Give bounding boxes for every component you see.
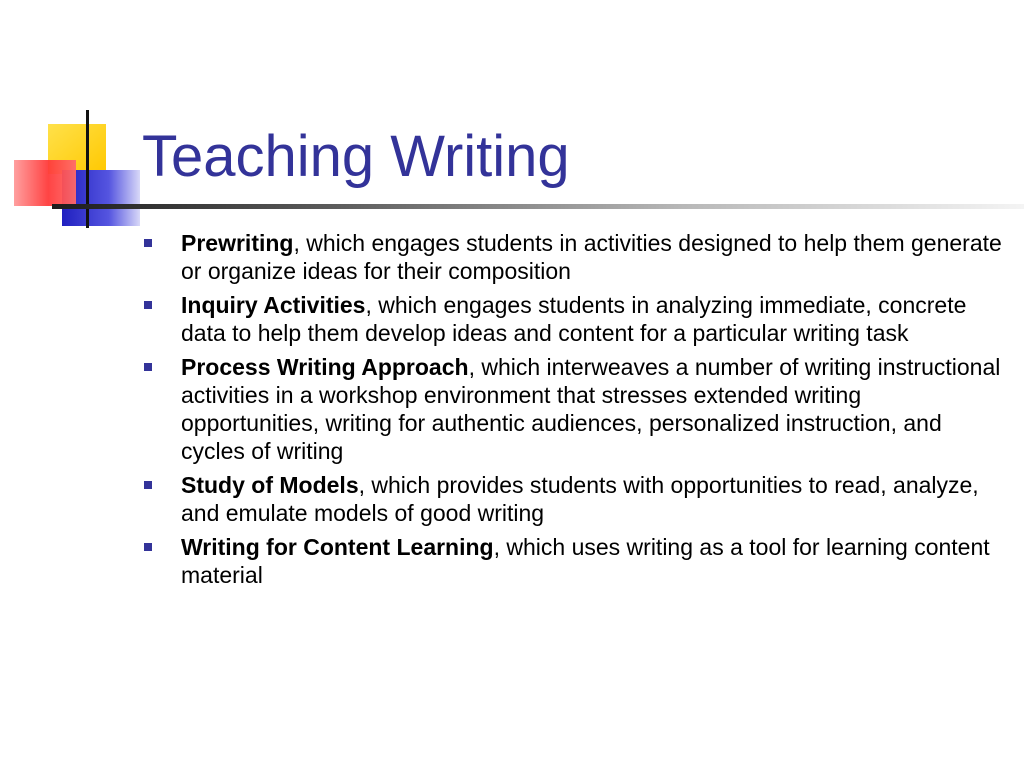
bullet-description: , which engages students in activities designed to help them generate or organize ideas for their composition bbox=[181, 230, 1002, 284]
bullet-item bbox=[143, 471, 1003, 527]
slide-title: Teaching Writing bbox=[142, 124, 570, 189]
bullet-item bbox=[143, 229, 1003, 285]
bullet-term: Study of Models bbox=[181, 472, 359, 498]
bullet-description: , which engages students in analyzing immediate, concrete data to help them develop ideas and content for a particular writing task bbox=[181, 292, 967, 346]
bullet-item bbox=[143, 291, 1003, 347]
red-square bbox=[14, 160, 76, 206]
square-bullet-icon bbox=[144, 481, 152, 489]
bullet-description: , which interweaves a number of writing instructional activities in a workshop environment that stresses extended writing opportunities, writing for authentic audiences, personalized instruction, and cycles of writing bbox=[181, 354, 1001, 464]
bullet-description: , which provides students with opportunities to read, analyze, and emulate models of good writing bbox=[181, 472, 979, 526]
square-bullet-icon bbox=[144, 363, 152, 371]
square-bullet-icon bbox=[144, 543, 152, 551]
bullet-item bbox=[143, 353, 1003, 465]
vertical-line bbox=[86, 110, 89, 228]
title-underline-rule bbox=[52, 204, 1024, 209]
bullet-list bbox=[143, 229, 1003, 595]
bullet-item bbox=[143, 533, 1003, 589]
square-bullet-icon bbox=[144, 301, 152, 309]
bullet-description: , which uses writing as a tool for learning content material bbox=[181, 534, 990, 588]
bullet-term: Process Writing Approach bbox=[181, 354, 469, 380]
bullet-term: Inquiry Activities bbox=[181, 292, 366, 318]
bullet-term: Prewriting bbox=[181, 230, 294, 256]
bullet-term: Writing for Content Learning bbox=[181, 534, 494, 560]
square-bullet-icon bbox=[144, 239, 152, 247]
